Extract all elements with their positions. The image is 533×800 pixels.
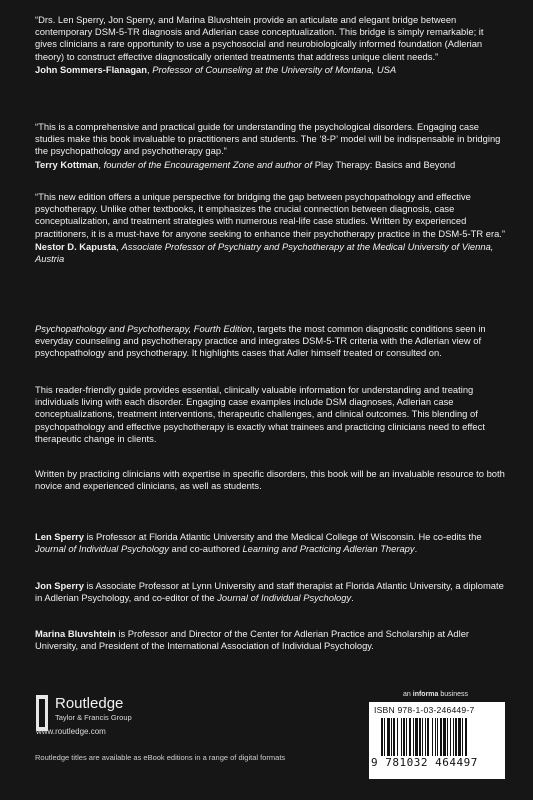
publisher-website[interactable]: www.routledge.com (36, 727, 106, 736)
author-name: Jon Sperry (35, 580, 84, 591)
description-paragraph-3 (35, 468, 505, 492)
endorsement-kapusta (35, 191, 505, 265)
journal-title: Journal of Individual Psychology (35, 543, 169, 555)
description-text (35, 323, 505, 360)
publisher-name: Routledge (55, 695, 124, 712)
bio-segment: . (414, 543, 418, 555)
endorsement-quote: “This new edition offers a unique perspective for bridging the gap between psychopathology and effective psychotherapy. Unlike other textbooks, it emphasizes the crucial connection between diagnosis, case conceptualization, and treatment strategies with numerous real-life case studies. Written by experienced practitioners, it is a must-have for anyone seeking to enhance their psychotherapy practice in the DSM-5-TR era.” (35, 191, 506, 239)
endorser-name: Nestor D. Kapusta (35, 240, 117, 252)
bio-text (35, 580, 505, 604)
author-name: Len Sperry (35, 531, 84, 542)
endorser-book-title: Play Therapy: Basics and Beyond (314, 158, 456, 170)
author-name: Marina Bluvshtein (35, 628, 116, 639)
bio-segment: is Professor at Florida Atlantic University and the Medical College of Wisconsin. He co-edits the (83, 531, 482, 542)
endorsement-sommers-flanagan (35, 14, 505, 76)
bio-text (35, 628, 505, 652)
endorsement-attribution: John Sommers-Flanagan, Professor of Counseling at the University of Montana, USA (35, 63, 397, 75)
informa-prefix: an (403, 691, 411, 698)
isbn-label: ISBN 978-1-03-246449-7 (374, 705, 475, 715)
footer (0, 690, 533, 800)
barcode-bars (381, 718, 493, 756)
endorsement-attribution: Nestor D. Kapusta, Associate Professor of Psychiatry and Psychotherapy at the Medical University of Vienna, Austria (35, 240, 494, 265)
informa-suffix: business (440, 691, 469, 698)
description-rest: , targets the most common diagnostic conditions seen in everyday counseling and psychotherapy practice and integrates DSM-5-TR criteria with the Adlerian view of psychopathology and psychotherapy. It highlights cases that Adler himself treated or consulted on. (35, 323, 486, 359)
endorsement-kottman (35, 121, 505, 171)
bio-text (35, 531, 505, 555)
bio-jon-sperry (35, 580, 505, 604)
bio-marina-bluvshtein (35, 628, 505, 652)
description-paragraph-1 (35, 323, 505, 360)
bio-segment: is Associate Professor at Lynn University and staff therapist at Florida Atlantic University, a diplomate in Adlerian Psychology, and co-editor of the (35, 580, 504, 604)
bio-segment: and co-authored (168, 543, 243, 555)
endorsement-attribution: Terry Kottman, founder of the Encouragement Zone and author of Play Therapy: Basics and Beyond (35, 158, 456, 170)
endorser-role: Professor of Counseling at the University of Montana, USA (152, 63, 397, 75)
bio-segment: is Professor and Director of the Center for Adlerian Practice and Scholarship at Adler University, and President of the International Association of Individual Psychology. (35, 628, 470, 652)
publisher-group: Taylor & Francis Group (55, 713, 132, 722)
journal-title: Journal of Individual Psychology (217, 592, 352, 604)
routledge-logo-icon (36, 695, 48, 731)
barcode-digits: 9 781032 464497 (371, 756, 478, 769)
bio-len-sperry (35, 531, 505, 555)
book-title: Learning and Practicing Adlerian Therapy (242, 543, 415, 555)
endorsement-quote: “Drs. Len Sperry, Jon Sperry, and Marina Bluvshtein provide an articulate and elegant bridge between contemporary DSM-5-TR diagnosis and Adlerian case conceptualization. This bridge is simply remarkable; it gives clinicians a rare opportunity to use a psychosocial and neurobiologically informed foundation (Adlerian theory) to construct effective diagnostically oriented treatments that address unique client needs.” (35, 14, 484, 62)
description-paragraph-2 (35, 384, 505, 445)
description-text: This reader-friendly guide provides essential, clinically valuable information for understanding and treating individuals living with each disorder. Engaging case examples include DSM diagnoses, Adlerian case conceptualizations, treatment interventions, therapeutic challenges, and clinical outcomes. This blending of psychopathology and effective psychotherapy is exactly what trainees and practicing clinicians need to effect therapeutic change in clients. (35, 384, 485, 444)
isbn-barcode (369, 702, 505, 779)
informa-brand: informa (412, 691, 439, 698)
endorser-role: Associate Professor of Psychiatry and Psychotherapy at the Medical University of Vienna, Austria (35, 240, 494, 265)
endorsement-quote: “This is a comprehensive and practical guide for understanding the psychological disorders. Engaging case studies make this book invaluable to practitioners and students. The ‘8-P’ model will be indispensable in bridging the psychopathology and psychotherapy gap.” (35, 121, 501, 157)
endorser-name: John Sommers-Flanagan (35, 63, 148, 75)
ebook-note: Routledge titles are available as eBook editions in a range of digital formats (35, 753, 286, 762)
endorser-name: Terry Kottman (35, 158, 99, 170)
bio-segment: . (351, 592, 354, 604)
description-text: Written by practicing clinicians with expertise in specific disorders, this book will be an invaluable resource to both novice and experienced clinicians, as well as students. (35, 468, 505, 492)
book-title: Psychopathology and Psychotherapy, Fourth Edition (35, 323, 253, 334)
informa-business-label (403, 690, 468, 699)
endorser-role: founder of the Encouragement Zone and author of (103, 158, 313, 170)
